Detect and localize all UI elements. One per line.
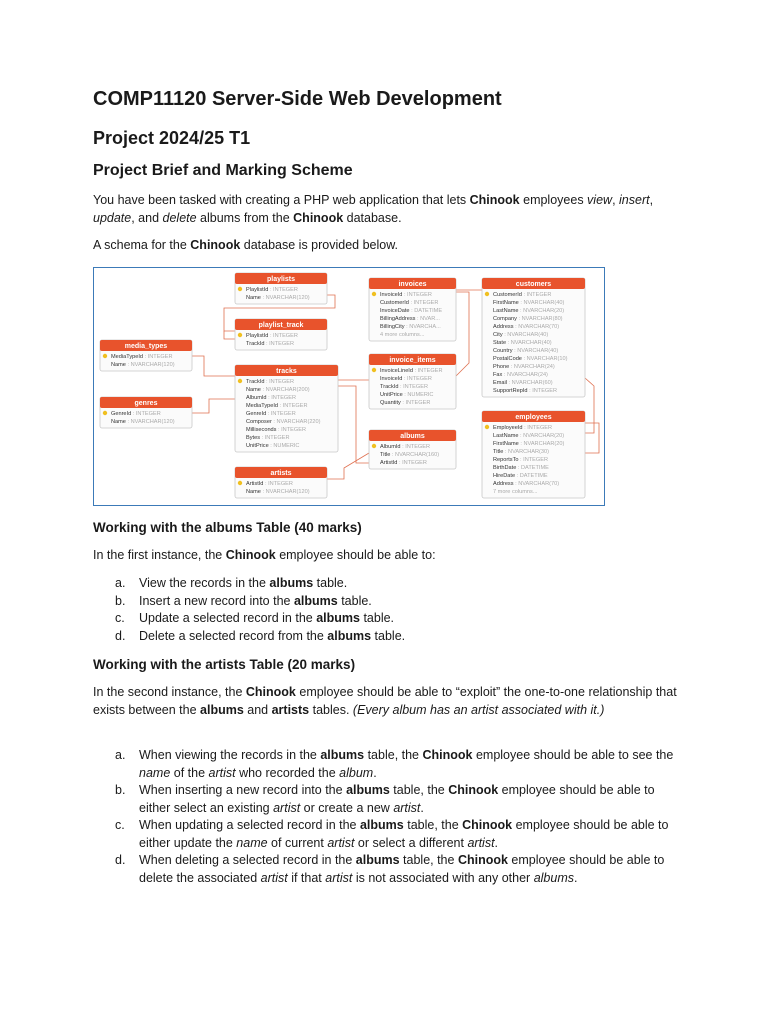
primary-key-icon xyxy=(103,354,107,358)
more-columns-label: 4 more columns... xyxy=(380,332,425,338)
field-row: BillingCity : NVARCHA... xyxy=(380,324,441,330)
field-row: PostalCode : NVARCHAR(10) xyxy=(493,356,568,362)
field-row: Quantity : INTEGER xyxy=(380,400,431,406)
primary-key-icon xyxy=(372,444,376,448)
table-tracks xyxy=(235,365,338,452)
table-name: employees xyxy=(515,414,552,421)
intro-paragraph: You have been tasked with creating a PHP web application that lets Chinook employees view, insert, update, and delete albums from the Chinook database. xyxy=(93,193,654,225)
section-albums-intro: In the first instance, the Chinook employee should be able to: xyxy=(93,548,436,562)
schema-svg xyxy=(94,268,604,505)
field-row: Milliseconds : INTEGER xyxy=(246,427,306,433)
field-row: InvoiceId : INTEGER xyxy=(380,292,432,298)
list-item: a. View the records in the albums table. xyxy=(115,576,348,590)
field-row: Country : NVARCHAR(40) xyxy=(493,348,559,354)
field-row: AlbumId : INTEGER xyxy=(380,444,431,450)
primary-key-icon xyxy=(238,333,242,337)
list-item: a. When viewing the records in the albums table, the Chinook employee should be able to see the name of the artist who recorded the album. xyxy=(115,748,674,780)
list-item: b. Insert a new record into the albums table. xyxy=(115,593,372,608)
table-albums xyxy=(369,430,456,469)
table-name: playlist_track xyxy=(258,322,304,329)
list-item: d. When deleting a selected record in the albums table, the Chinook employee should be able to delete the associated artist if that artist is not associated with any other albums. xyxy=(115,853,665,885)
primary-key-icon xyxy=(238,379,242,383)
table-employees xyxy=(482,411,585,498)
field-row: Composer : NVARCHAR(220) xyxy=(246,419,321,425)
table-name: genres xyxy=(134,400,158,407)
field-row: EmployeeId : INTEGER xyxy=(493,425,553,431)
field-row: Bytes : INTEGER xyxy=(246,435,290,441)
relation-line xyxy=(456,292,469,376)
field-row: PlaylistId : INTEGER xyxy=(246,333,298,339)
project-heading: Project 2024/25 T1 xyxy=(93,128,251,148)
field-row: Name : NVARCHAR(120) xyxy=(246,295,310,301)
field-row: Company : NVARCHAR(80) xyxy=(493,316,563,322)
table-name: invoices xyxy=(398,281,427,288)
table-customers xyxy=(482,278,585,397)
table-playlist-track xyxy=(235,319,327,350)
section-albums-heading: Working with the albums Table (40 marks) xyxy=(93,520,362,535)
section-artists-intro: In the second instance, the Chinook employee should be able to “exploit” the one-to-one relationship that exists between the albums and artists tables. (Every album has an artist associated with it.) xyxy=(93,685,677,717)
table-invoices xyxy=(369,278,456,341)
list-item: d. Delete a selected record from the albums table. xyxy=(115,628,406,643)
relation-line xyxy=(192,356,235,376)
field-row: LastName : NVARCHAR(20) xyxy=(493,433,565,439)
field-row: Name : NVARCHAR(120) xyxy=(111,419,175,425)
field-row: ArtistId : INTEGER xyxy=(380,460,427,466)
field-row: Fax : NVARCHAR(24) xyxy=(493,372,548,378)
field-row: City : NVARCHAR(40) xyxy=(493,332,549,338)
primary-key-icon xyxy=(238,287,242,291)
table-name: albums xyxy=(400,433,425,440)
table-playlists xyxy=(235,273,327,304)
field-row: UnitPrice : NUMERIC xyxy=(380,392,434,398)
field-row: Name : NVARCHAR(120) xyxy=(246,489,310,495)
primary-key-icon xyxy=(372,368,376,372)
albums-task-list xyxy=(93,575,683,645)
field-row: Address : NVARCHAR(70) xyxy=(493,324,560,330)
primary-key-icon xyxy=(485,292,489,296)
primary-key-icon xyxy=(238,481,242,485)
brief-heading: Project Brief and Marking Scheme xyxy=(93,162,353,179)
document-title: COMP11120 Server-Side Web Development xyxy=(93,88,502,110)
more-columns-label: 7 more columns... xyxy=(493,489,538,495)
relation-line xyxy=(585,378,594,433)
table-name: customers xyxy=(515,281,552,288)
field-row: FirstName : NVARCHAR(20) xyxy=(493,441,565,447)
field-row: LastName : NVARCHAR(20) xyxy=(493,308,565,314)
relation-line xyxy=(327,453,369,479)
field-row: AlbumId : INTEGER xyxy=(246,395,297,401)
relation-line xyxy=(338,386,369,463)
table-media-types xyxy=(100,340,192,371)
section-artists-heading: Working with the artists Table (20 marks) xyxy=(93,657,356,672)
artists-task-list xyxy=(93,747,683,887)
table-invoice-items xyxy=(369,354,456,409)
field-row: State : NVARCHAR(40) xyxy=(493,340,552,346)
field-row: InvoiceLineId : INTEGER xyxy=(380,368,443,374)
relation-line xyxy=(192,399,235,413)
field-row: Phone : NVARCHAR(24) xyxy=(493,364,555,370)
table-name: tracks xyxy=(276,368,297,375)
schema-diagram xyxy=(93,267,605,506)
table-name: invoice_items xyxy=(389,357,436,364)
field-row: TrackId : INTEGER xyxy=(380,384,428,390)
field-row: ArtistId : INTEGER xyxy=(246,481,293,487)
field-row: SupportRepId : INTEGER xyxy=(493,388,558,394)
table-name: media_types xyxy=(124,343,168,350)
schema-intro-paragraph: A schema for the Chinook database is provided below. xyxy=(93,238,399,252)
field-row: Address : NVARCHAR(70) xyxy=(493,481,560,487)
field-row: GenreId : INTEGER xyxy=(111,411,161,417)
field-row: FirstName : NVARCHAR(40) xyxy=(493,300,565,306)
table-genres xyxy=(100,397,192,428)
field-row: Title : NVARCHAR(160) xyxy=(380,452,440,458)
field-row: GenreId : INTEGER xyxy=(246,411,296,417)
primary-key-icon xyxy=(485,425,489,429)
field-row: HireDate : DATETIME xyxy=(493,473,548,479)
field-row: InvoiceDate : DATETIME xyxy=(380,308,443,314)
field-row: CustomerId : INTEGER xyxy=(380,300,439,306)
field-row: BillingAddress : NVAR... xyxy=(380,316,440,322)
field-row: ReportsTo : INTEGER xyxy=(493,457,549,463)
list-item: c. When updating a selected record in the albums table, the Chinook employee should be able to either update the name of current artist or select a different artist. xyxy=(115,818,669,850)
field-row: Name : NVARCHAR(200) xyxy=(246,387,310,393)
primary-key-icon xyxy=(372,292,376,296)
relation-line xyxy=(224,331,235,339)
field-row: TrackId : INTEGER xyxy=(246,379,294,385)
field-row: InvoiceId : INTEGER xyxy=(380,376,432,382)
field-row: PlaylistId : INTEGER xyxy=(246,287,298,293)
field-row: CustomerId : INTEGER xyxy=(493,292,552,298)
field-row: Title : NVARCHAR(30) xyxy=(493,449,549,455)
field-row: MediaTypeId : INTEGER xyxy=(246,403,308,409)
table-name: artists xyxy=(270,470,292,477)
field-row: MediaTypeId : INTEGER xyxy=(111,354,173,360)
field-row: Email : NVARCHAR(60) xyxy=(493,380,553,386)
relation-line xyxy=(585,423,599,453)
primary-key-icon xyxy=(103,411,107,415)
field-row: UnitPrice : NUMERIC xyxy=(246,443,300,449)
field-row: TrackId : INTEGER xyxy=(246,341,294,347)
list-item: c. Update a selected record in the albums table. xyxy=(115,611,395,625)
field-row: BirthDate : DATETIME xyxy=(493,465,549,471)
list-item: b. When inserting a new record into the albums table, the Chinook employee should be able to either select an existing artist or create a new artist. xyxy=(115,783,655,815)
table-artists xyxy=(235,467,327,498)
field-row: Name : NVARCHAR(120) xyxy=(111,362,175,368)
table-name: playlists xyxy=(266,276,296,283)
